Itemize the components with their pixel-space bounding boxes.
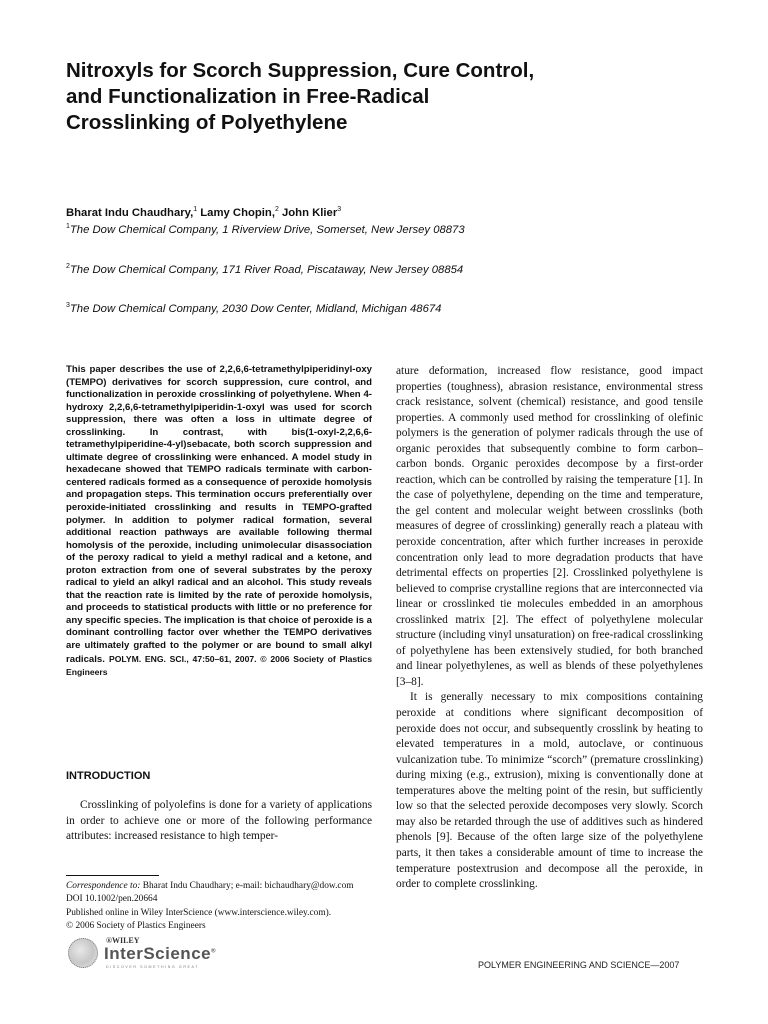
interscience-text: InterScience: [104, 944, 212, 963]
introduction-paragraph-continued: ature deformation, increased flow resistance, good impact properties (toughness), abrasion resistance, environmental stress crack resistance, solvent (chemical) resistance, and good tensile properties. A commonly used method for crosslinking of olefinic polymers is the generation of polymer radicals through the use of organic peroxides that subsequently combine to form carbon–carbon bonds. Organic peroxides decompose by a first-order reaction, which can be controlled by raising the temperature [1]. In the case of polyethylene, depending on the time and temperature, the gel content and molecular weight between crosslinks (both measures of degree of crosslinking) generally reach a plateau with peroxide concentration, after which further increases in peroxide concentration only lead to more degradation products that have detrimental effects on properties [2]. Crosslinked polyethylene is believed to comprise crystalline regions that are interconnected via linear or crosslinked tie molecules embedded in an amorphous crosslinked matrix [2]. The effect of polyethylene molecular structure (including vinyl unsaturation) on free-radical crosslinking of polyethylene has been extensively studied, for both branched and linear polyethylenes, as well as blends of these polyethylenes [3–8].: [396, 365, 703, 688]
abstract-section: [66, 364, 372, 680]
correspondence-label: Correspondence to:: [66, 881, 141, 891]
introduction-paragraph: Crosslinking of polyolefins is done for a variety of applications in order to achieve one or more of the following performance attributes: increased resistance to high temper-: [66, 799, 372, 843]
author-name: Bharat Indu Chaudhary,: [66, 207, 194, 219]
title-line: and Functionalization in Free-Radical: [66, 85, 430, 108]
registered-mark: ®: [211, 948, 217, 955]
affiliation-marker: 3: [66, 302, 70, 309]
introduction-heading: INTRODUCTION: [66, 770, 151, 782]
abstract-citation: POLYM. ENG. SCI., 47:50–61, 2007. © 2006 Society of Plastics Engineers: [66, 653, 372, 678]
correspondence-note: [66, 880, 376, 893]
published-note: Published online in Wiley InterScience (www.interscience.wiley.com).: [66, 907, 332, 918]
affiliation-text: The Dow Chemical Company, 171 River Road, Piscataway, New Jersey 08854: [69, 264, 464, 276]
correspondence-text: Bharat Indu Chaudhary; e-mail: bichaudhary@dow.com: [142, 881, 354, 891]
author-affiliation-marker: 2: [274, 206, 279, 213]
paper-title: [66, 58, 626, 136]
abstract: [66, 364, 372, 680]
affiliation-marker: 1: [66, 223, 70, 230]
author-name: John Klier: [282, 207, 338, 219]
logo-tagline: DISCOVER SOMETHING GREAT: [106, 965, 200, 969]
doi: DOI 10.1002/pen.20664: [66, 894, 158, 905]
affiliation-3: [66, 302, 441, 315]
abstract-text: This paper describes the use of 2,2,6,6-tetramethylpiperidinyl-oxy (TEMPO) derivatives for scorch suppression, cure control, and functionalization in peroxide crosslinking of polyethylene. When 4-hydroxy 2,2,6,6-tetramethylpiperidin-1-oxyl was used for scorch suppression, there was often a loss in ultimate degree of crosslinking. In contrast, with bis(1-oxyl-2,2,6,6-tetramethylpiperidine-4-yl)sebacate, both scorch suppression and ultimate degree of crosslinking were enhanced. A model study in hexadecane showed that TEMPO radicals terminate with carbon-centered radicals formed as a consequence of peroxide homolysis and propagation steps. This termination occurs preferentially over peroxide-initiated crosslinking and results in TEMPO-grafted polymer. In addition to polymer radical formation, several additional reaction pathways are available following thermal homolysis of the peroxide, including unimolecular disassociation of the peroxy radical to yield a methyl radical and a ketone, and proton extraction from one of several substrates by the peroxy radical to yield an alkyl radical and an alcohol. This study reveals that the reaction rate is limited by the rate of peroxide homolysis, and proceeds to statistical products with little or no preference for any specific species. The implication is that choice of peroxide is a dominant controlling factor over whether the TEMPO derivatives are ultimately grafted to the polymer or are bound to small alkyl radicals.: [66, 364, 372, 665]
affiliation-2: [66, 263, 463, 276]
wiley-wordmark: ®WILEY: [106, 936, 140, 945]
author-name: Lamy Chopin,: [200, 207, 275, 219]
title-line: Crosslinking of Polyethylene: [66, 111, 348, 134]
interscience-wordmark: [104, 944, 216, 964]
globe-icon: [68, 938, 98, 968]
right-column: [396, 364, 703, 893]
footnote-divider: [66, 875, 159, 876]
affiliation-1: [66, 223, 465, 236]
author-list: [66, 206, 341, 219]
title-line: Nitroxyls for Scorch Suppression, Cure Control,: [66, 59, 535, 82]
affiliation-marker: 2: [66, 263, 70, 270]
author-affiliation-marker: 3: [337, 206, 342, 213]
affiliation-text: The Dow Chemical Company, 2030 Dow Center, Midland, Michigan 48674: [69, 303, 442, 315]
introduction-left-column: [66, 798, 372, 845]
wiley-interscience-logo: [66, 934, 226, 974]
journal-footer: POLYMER ENGINEERING AND SCIENCE—2007: [478, 960, 680, 970]
author-affiliation-marker: 1: [193, 206, 198, 213]
copyright-note: © 2006 Society of Plastics Engineers: [66, 920, 206, 931]
footnotes: [66, 880, 376, 933]
affiliation-text: The Dow Chemical Company, 1 Riverview Drive, Somerset, New Jersey 08873: [69, 224, 465, 236]
introduction-paragraph: It is generally necessary to mix compositions containing peroxide at conditions where significant decomposition of peroxide does not occur, and subsequently crosslink by heating to elevated temperatures in a mold, autoclave, or continuous vulcanization tube. To minimize “scorch” (premature crosslinking) during mixing (e.g., extrusion), mixing is conventionally done at temperatures above the melting point of the resin, but sufficiently low so that the selected peroxide decomposes very slowly. Scorch may also be retarded through the use of additives such as hindered phenols [9]. Because of the often large size of the polyethylene parts, it then takes a considerable amount of time to increase the temperature postextrusion and decompose all the peroxide, in order to complete crosslinking.: [396, 691, 703, 891]
